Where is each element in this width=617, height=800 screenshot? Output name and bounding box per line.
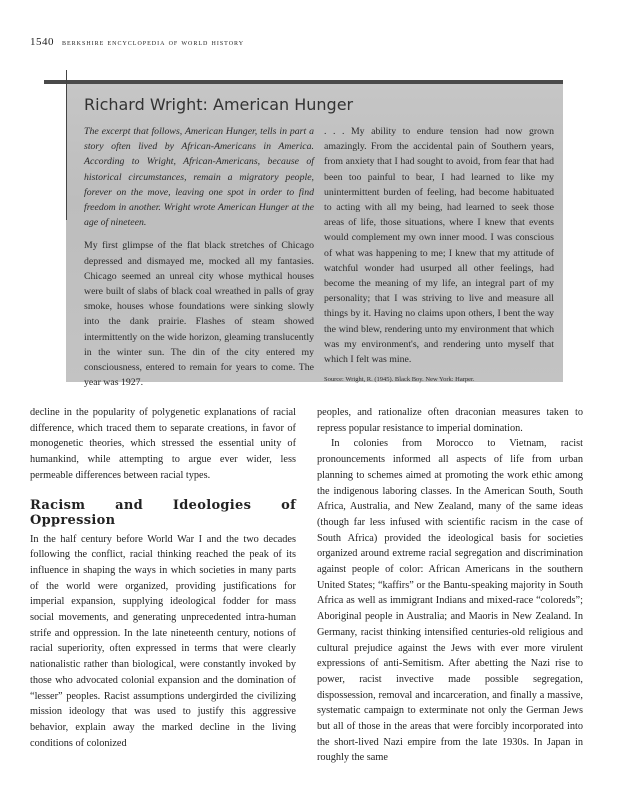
sidebar-left-column [84,124,314,398]
running-title: berkshire encyclopedia of world history [62,37,245,47]
sidebar-title: Richard Wright: American Hunger [84,95,354,114]
sidebar-left-rule [66,70,67,220]
sidebar-source: Source: Wright, R. (1945). Black Boy. New York: Harper. [324,376,475,384]
body-paragraph: peoples, and rationalize often draconian measures taken to repress popular resistance to imperial domination. [317,407,583,434]
sidebar-right-column [324,124,554,392]
sidebar-paragraph-1: My first glimpse of the flat black stretches of Chicago depressed and dismayed me, mocked all my fantasies. Chicago seemed an unreal city whose mythical houses were built of slabs of black coal wreathed in palls of gray smoke, houses whose foundations were sinking slowly into the dank prairie. Flashes of steam showed intermittently on the wide horizon, gleaming translucently in the winter sun. The din of the city entered my consciousness, entered to remain for years to come. The year was 1927. [84,240,314,389]
section-heading: Racism and Ideologies of Oppression [30,497,296,528]
sidebar-paragraph-2: . . . My ability to endure tension had now grown amazingly. From the accidental pain of Southern years, from anxiety that I had sought to avoid, from fear that had been too painful to bear, I had learned to like my unintermittent burden of feeling, had become habituated to acting with all my being, had learned to seek those areas of life, those situations, where I knew that events would complement my own inner mood. I was conscious of what was happening to me; I knew that my attitude of watchful wonder had usurped all other feelings, had become the meaning of my life, an integral part of my personality; that I was striving to live and measure all things by it. Having no claims upon others, I bent the way the wind blew, rendering unto my environment that which was my environment's, and rendering unto myself that which I felt was mine. [324,126,554,366]
sidebar-top-rule [44,80,563,84]
body-paragraph: decline in the popularity of polygenetic explanations of racial difference, which traced them to separate creations, in favor of monogenetic theories, which stressed the essential unity of humankind, while attempting to argue ever wider, less permeable differences between racial types. [30,407,296,481]
body-left-column [30,405,296,751]
body-paragraph: In the half century before World War I and the two decades following the conflict, racial thinking reached the peak of its influence in shaping the ways in which societies in many parts of the world were organized, providing justifications for imperial expansion, supplying ideological fodder for mass social movements, and generating unprecedented intra-human strife and oppression. In the late nineteenth century, notions of racial superiority, often expressed in terms that were clearly nationalistic rather than biological, were constantly invoked by those who advocated colonial expansion and the domination of “lesser” peoples. Racist assumptions undergirded the civilizing mission ideology that was used to justify this aggressive behavior, explain away the marked decline in the living conditions of colonized [30,533,296,749]
running-header [30,32,244,50]
page-number: 1540 [30,36,54,48]
sidebar-intro: The excerpt that follows, American Hunger, tells in part a story often lived by African-Americans in America. According to Wright, African-Americans, because of historical circumstances, remain a migratory people, forever on the move, leaving one spot in order to find freedom in another. Wright wrote American Hunger at the age of nineteen. [84,126,314,229]
body-right-column [317,405,583,766]
body-paragraph: In colonies from Morocco to Vietnam, racist pronouncements informed all aspects of life from urban planning to schemes aimed at promoting the work ethic among the indigenous laboring classes. In the American South, South Africa, Australia, and New Zealand, many of the same ideas (though far less infused with scientific racism in the case of South Africa) provided the ideological basis for societies organized around extreme racial segregation and discrimination against people of color: African Americans in the southern United States; “kaffirs” or the Bantu-speaking majority in South Africa as well as immigrant Indians and mixed-race “coloreds”; Aboriginal people in Australia; and Maoris in New Zealand. In Germany, racist thinking intensified centuries-old religious and cultural prejudice against the Jews with ever more virulent expressions of anti-Semitism. After abetting the Nazi rise to power, racist invective made possible segregation, dispossession, removal and incarceration, and finally a massive, systematic campaign to exterminate not only the German Jews but all of those in the areas that were forcibly incorporated into the short-lived Nazi empire from the late 1930s. In Japan in roughly the same [317,438,583,764]
